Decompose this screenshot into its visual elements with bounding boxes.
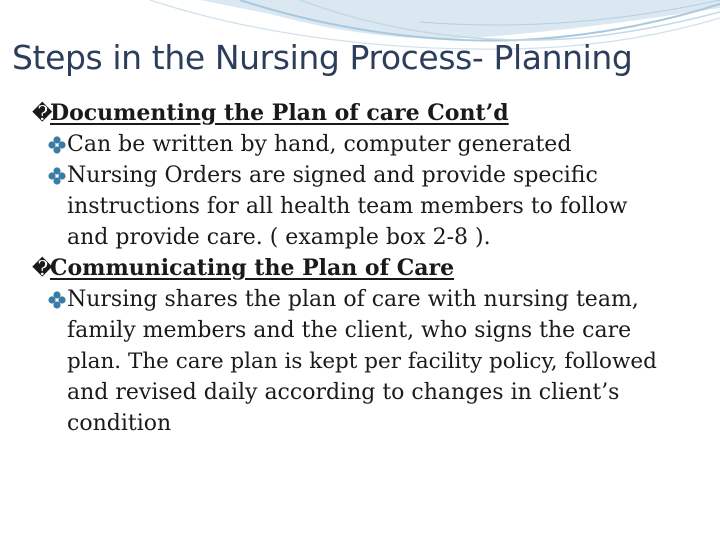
- bullet-text: Can be written by hand, computer generated: [67, 132, 572, 157]
- diamond-bullet-icon: [48, 291, 66, 309]
- slide-title: Steps in the Nursing Process- Planning: [12, 38, 633, 77]
- section-heading-text: Documenting the Plan of care Cont’d: [50, 100, 509, 126]
- bullet-item: [30, 284, 700, 315]
- bullet-text: Nursing Orders are signed and provide specific: [67, 163, 598, 188]
- bullet-item: [30, 129, 700, 160]
- slide-body: [30, 98, 700, 439]
- section-heading-text: Communicating the Plan of Care: [50, 255, 455, 281]
- bullet-continuation: family members and the client, who signs the care: [67, 318, 632, 343]
- bullet-continuation: and provide care. ( example box 2-8 ).: [67, 225, 491, 250]
- diamond-bullet-icon: [48, 136, 66, 154]
- bullet-continuation: and revised daily according to changes in client’s: [67, 380, 620, 405]
- bullet-text: Nursing shares the plan of care with nursing team,: [67, 287, 639, 312]
- bullet-continuation: plan. The care plan is kept per facility policy, followed: [67, 349, 657, 374]
- diamond-bullet-icon: [48, 167, 66, 185]
- bullet-item: [30, 160, 700, 191]
- bullet-continuation: instructions for all health team members to follow: [67, 194, 628, 219]
- missing-glyph-icon: �: [32, 101, 53, 125]
- section-heading-documenting: [30, 98, 700, 129]
- section-heading-communicating: [30, 253, 700, 284]
- missing-glyph-icon: �: [32, 256, 53, 280]
- bullet-continuation: condition: [67, 411, 172, 436]
